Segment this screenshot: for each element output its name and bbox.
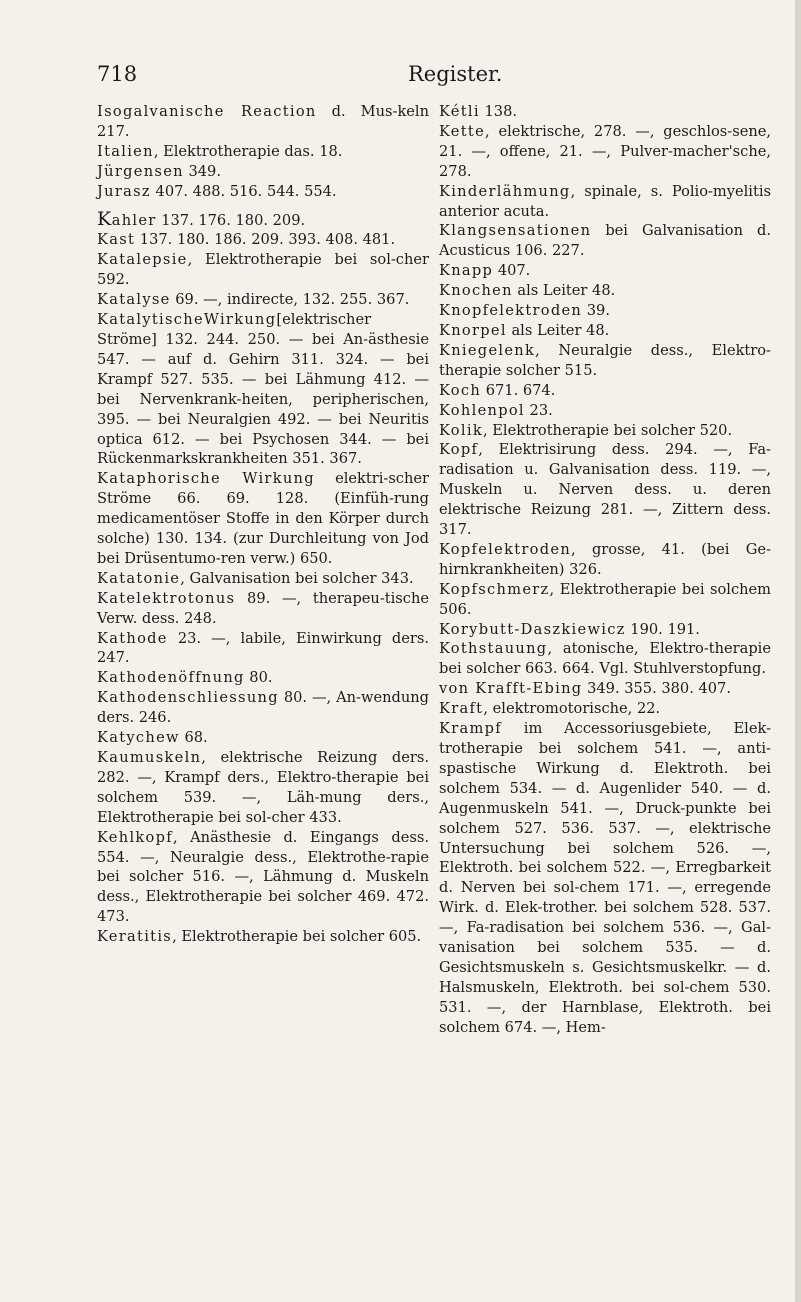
index-keyword: Italien bbox=[97, 142, 154, 160]
index-entry bbox=[97, 629, 429, 669]
index-entry bbox=[439, 321, 771, 341]
index-references: , Elektrotherapie das. 18. bbox=[153, 142, 343, 160]
index-references: 407. 488. 516. 544. 554. bbox=[150, 182, 337, 200]
index-references: , Elektrotherapie bei solchem 506. bbox=[439, 580, 771, 618]
index-references: 68. bbox=[179, 729, 208, 747]
page-number: 718 bbox=[97, 62, 138, 86]
index-references: , Anästhesie d. Eingangs dess. 554. —, Neuralgie dess., Elektrothe-rapie bei solcher 516. —, Lähmung d. Muskeln dess., Elektrotherapie bei solcher 469. 472. 473. bbox=[97, 828, 429, 926]
index-keyword: Katelektrotonus bbox=[97, 589, 236, 607]
index-references: 80. bbox=[244, 669, 273, 687]
index-keyword: Kothstauung bbox=[439, 640, 548, 658]
index-keyword: Kolik bbox=[439, 421, 483, 439]
index-entry bbox=[97, 589, 429, 629]
index-entry bbox=[439, 381, 771, 401]
page-header bbox=[0, 62, 801, 92]
index-references: als Leiter 48. bbox=[512, 282, 616, 300]
index-entry bbox=[439, 261, 771, 281]
page-edge bbox=[795, 0, 801, 1302]
index-references: , Elektrotherapie bei solcher 605. bbox=[172, 928, 422, 946]
index-references: 407. bbox=[493, 262, 531, 280]
index-entry bbox=[97, 469, 429, 569]
index-keyword: Kast bbox=[97, 231, 136, 249]
index-keyword: Kathodenöffnung bbox=[97, 669, 245, 687]
index-entry bbox=[439, 301, 771, 321]
index-keyword: Kinderlähmung bbox=[439, 182, 571, 200]
index-references: elektri-scher Ströme 66. 69. 128. (Einfüh-rung medicamentöser Stoffe in den Körper durch solche) 130. 134. (zur Durchleitung von Jod bei Drüsentumo-ren verw.) 650. bbox=[97, 470, 429, 567]
index-entry bbox=[439, 580, 771, 620]
index-keyword: Knochen bbox=[439, 282, 513, 300]
index-entry bbox=[97, 142, 429, 162]
index-section-initial: K bbox=[97, 207, 112, 230]
index-entry bbox=[439, 182, 771, 222]
index-entry bbox=[439, 620, 771, 640]
index-keyword: Kathode bbox=[97, 629, 168, 647]
index-keyword: Kopf bbox=[439, 441, 479, 459]
index-entry bbox=[439, 440, 771, 540]
index-entry bbox=[439, 719, 771, 1038]
index-entry bbox=[97, 182, 429, 202]
index-keyword: Kniegelenk bbox=[439, 341, 536, 359]
index-references: , elektromotorische, 22. bbox=[483, 700, 661, 718]
index-entry bbox=[439, 679, 771, 699]
index-keyword: Kaumuskeln bbox=[97, 749, 202, 766]
index-references: 349. bbox=[183, 162, 221, 180]
index-references: [elektrischer Ströme] 132. 244. 250. — bei An-ästhesie 547. — auf d. Gehirn 311. 324. — bei Krampf 527. 535. — bei Lähmung 412. — bei Nervenkrank-heiten, peripherischen, 395. — bei Neuralgien 492. — bei Neuritis optica 612. — bei Psychosen 344. — bei Rückenmarkskrankheiten 351. 367. bbox=[97, 311, 429, 468]
index-keyword: Katatonie bbox=[97, 569, 181, 587]
index-keyword: Jurasz bbox=[97, 182, 151, 200]
index-entry bbox=[97, 207, 429, 231]
index-references: , Elektrotherapie bei sol-cher 592. bbox=[97, 251, 429, 289]
index-keyword: Keratitis bbox=[97, 928, 173, 946]
index-keyword: Korybutt-Daszkiewicz bbox=[439, 620, 626, 638]
index-references: 80. —, An-wendung ders. 246. bbox=[97, 689, 429, 727]
index-entry bbox=[439, 639, 771, 679]
index-references: im Accessoriusgebiete, Elek-trotherapie bei solchem 541. —, anti-spastische Wirkung d. Elektroth. bei solchem 534. — d. Augenlider 540. — d. Augenmuskeln 541. —, Druck-punkte bei solchem 527. 536. 537. —, elektrische Untersuchung bei solchem 526. —, Elektroth. bei solchem 522. —, Erregbarkeit d. Nerven bei sol-chem 171. —, erregende Wirk. d. Elek-trother. bei solchem 528. 537. —, Fa-radisation bei solchem 536. —, Gal-vanisation bei solchem 535. — d. Gesichtsmuskeln s. Gesichtsmuskelkr. — d. Halsmuskeln, Elektroth. bei sol-chem 530. 531. —, der Harnblase, Elektroth. bei solchem 674. —, Hem- bbox=[439, 720, 771, 1036]
index-keyword: Kohlenpol bbox=[439, 401, 525, 419]
index-references: , Elektrotherapie bei solcher 520. bbox=[482, 421, 733, 439]
index-keyword: Isogalvanische Reaction bbox=[97, 103, 317, 120]
index-keyword: ahler bbox=[111, 211, 157, 229]
index-references: 137. 176. 180. 209. bbox=[156, 211, 306, 229]
index-entry bbox=[97, 688, 429, 728]
index-references: , elektrische Reizung ders. 282. —, Krampf ders., Elektro-therapie bei solchem 539. —, Läh-mung ders., Elektrotherapie bei sol-cher 433. bbox=[97, 749, 429, 826]
index-entry bbox=[439, 421, 771, 441]
index-entry bbox=[97, 230, 429, 250]
index-entry bbox=[439, 122, 771, 182]
index-entry bbox=[97, 102, 429, 142]
index-entry bbox=[97, 828, 429, 928]
index-entry bbox=[97, 250, 429, 290]
index-entry bbox=[439, 699, 771, 719]
index-references: 23. —, labile, Einwirkung ders. 247. bbox=[97, 629, 429, 667]
index-keyword: Knorpel bbox=[439, 321, 507, 339]
index-references: , Neuralgie dess., Elektro-therapie solcher 515. bbox=[439, 341, 771, 379]
index-entry bbox=[97, 569, 429, 589]
index-references: 190. 191. bbox=[625, 620, 700, 638]
index-references: , spinale, s. Polio-myelitis anterior acuta. bbox=[439, 182, 771, 220]
index-keyword: Katalyse bbox=[97, 291, 171, 309]
index-references: 349. 355. 380. 407. bbox=[582, 680, 731, 698]
index-keyword: Koch bbox=[439, 381, 482, 399]
index-entry bbox=[97, 728, 429, 748]
index-references: als Leiter 48. bbox=[506, 321, 610, 339]
index-references: 39. bbox=[582, 302, 610, 320]
index-keyword: Kraft bbox=[439, 700, 484, 718]
index-references: 23. bbox=[524, 401, 553, 419]
index-references: 137. 180. 186. 209. 393. 408. 481. bbox=[135, 231, 396, 249]
index-keyword: von Krafft-Ebing bbox=[439, 680, 583, 698]
index-entry bbox=[97, 927, 429, 947]
index-references: , atonische, Elektro-therapie bei solcher 663. 664. Vgl. Stuhlverstopfung. bbox=[439, 640, 771, 678]
index-keyword: Kathodenschliessung bbox=[97, 689, 279, 707]
index-references: 671. 674. bbox=[481, 381, 556, 399]
index-references: , Elektrisirung dess. 294. —, Fa-radisation u. Galvanisation dess. 119. —, Muskeln u. Nerven dess. u. deren elektrische Reizung 281. —, Zittern dess. 317. bbox=[439, 441, 771, 539]
index-keyword: Kataphorische Wirkung bbox=[97, 470, 315, 488]
right-column bbox=[439, 102, 771, 1038]
index-keyword: Kopfelektroden bbox=[439, 540, 572, 558]
index-keyword: Kétli bbox=[439, 103, 480, 120]
index-references: d. Mus-keln 217. bbox=[97, 103, 429, 140]
index-references: , Galvanisation bei solcher 343. bbox=[180, 569, 414, 587]
index-keyword: Kette bbox=[439, 122, 486, 140]
index-entry bbox=[97, 668, 429, 688]
index-keyword: Krampf bbox=[439, 720, 502, 738]
index-entry bbox=[97, 290, 429, 310]
index-entry bbox=[439, 341, 771, 381]
index-keyword: Katychew bbox=[97, 729, 180, 747]
index-entry bbox=[97, 310, 429, 469]
index-keyword: Jürgensen bbox=[97, 162, 184, 180]
index-keyword: Knopfelektroden bbox=[439, 302, 583, 320]
index-references: 89. —, therapeu-tische Verw. dess. 248. bbox=[97, 589, 429, 627]
index-references: , elektrische, 278. —, geschlos-sene, 21. —, offene, 21. —, Pulver-macher'sche, 278. bbox=[439, 122, 771, 180]
index-entry bbox=[439, 221, 771, 261]
index-references: 69. —, indirecte, 132. 255. 367. bbox=[170, 291, 410, 309]
index-entry bbox=[97, 162, 429, 182]
index-keyword: Kehlkopf bbox=[97, 828, 173, 846]
index-references: 138. bbox=[479, 103, 517, 120]
index-keyword: Katalepsie bbox=[97, 251, 188, 269]
running-title: Register. bbox=[408, 62, 503, 86]
index-references: , grosse, 41. (bei Ge-hirnkrankheiten) 326. bbox=[439, 540, 771, 578]
index-keyword: Knapp bbox=[439, 262, 494, 280]
index-entry bbox=[439, 540, 771, 580]
index-keyword: KatalytischeWirkung bbox=[97, 311, 277, 329]
index-entry bbox=[97, 748, 429, 828]
index-references: bei Galvanisation d. Acusticus 106. 227. bbox=[439, 222, 771, 260]
index-entry bbox=[439, 281, 771, 301]
index-entry bbox=[439, 401, 771, 421]
index-keyword: Klangsensationen bbox=[439, 222, 592, 240]
index-entry bbox=[439, 102, 771, 122]
index-keyword: Kopfschmerz bbox=[439, 580, 550, 598]
left-column bbox=[97, 102, 429, 947]
